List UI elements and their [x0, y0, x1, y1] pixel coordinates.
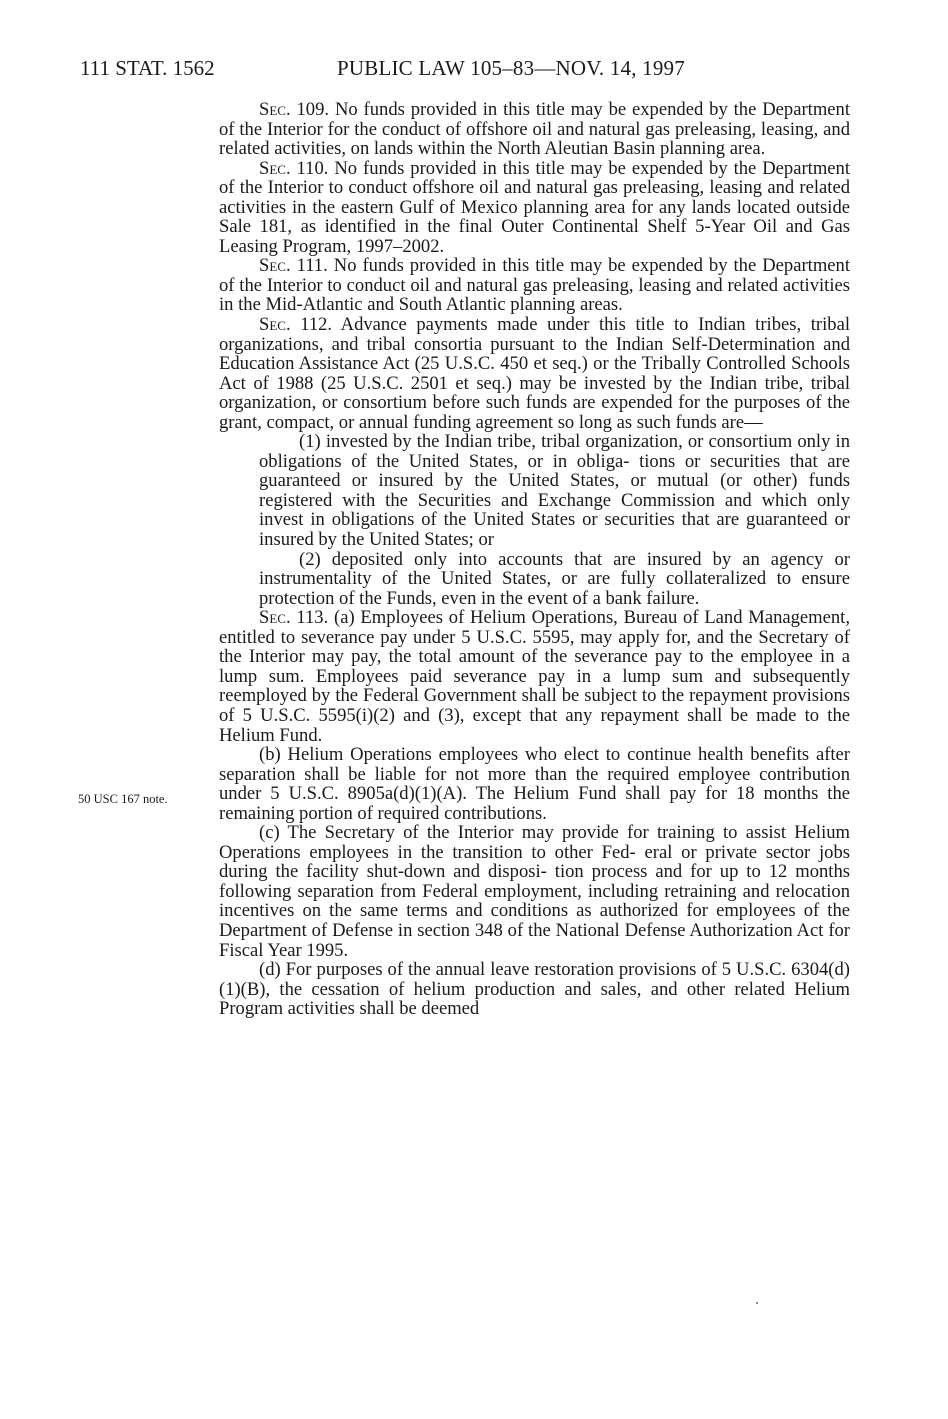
section-text: (a) Employees of Helium Operations, Bureau of Land Management, entitled to severance pay under 5 U.S.C. 5595, may apply for, and the Secretary of the Interior may pay, the total amount of the severance pay to the employee in a lump sum. Employees paid severance pay in a lump sum and subsequently reemployed by the Federal Government shall be subject to the repayment provisions of 5 U.S.C. 5595(i)(2) and (3), except that any repayment shall be made to the Helium Fund.: [219, 607, 850, 746]
section-113-subsection-d: (d) For purposes of the annual leave restoration provisions of 5 U.S.C. 6304(d)(1)(B), the cessation of helium production and sales, and other related Helium Program activities shall be deemed: [219, 959, 850, 1020]
statute-page-reference: 111 STAT. 1562: [80, 56, 215, 80]
section-111: [219, 256, 850, 315]
section-number: Sec. 110.: [259, 157, 329, 179]
public-law-title: PUBLIC LAW 105–83—NOV. 14, 1997: [337, 56, 685, 80]
section-113: [219, 608, 850, 745]
section-112-item-1: (1) invested by the Indian tribe, tribal organization, or consortium only in obligations of the United States, or in obliga- tions or securities that are guaranteed or insured by the United States, or mutual (or other) funds registered with the Securities and Exchange Commission and which only invest in obligations of the United States or securities that are guaranteed or insured by the United States; or: [259, 431, 850, 551]
margin-note: 50 USC 167 note.: [78, 792, 168, 806]
section-113-subsection-c: (c) The Secretary of the Interior may provide for training to assist Helium Operations employees in the transition to other Fed- eral or private sector jobs during the facility shut-down and disposi- tion process and for up to 12 months following separation from Federal employment, including retraining and relocation incentives on the same terms and conditions as authorized for employees of the Department of Defense in section 348 of the National Defense Authorization Act for Fiscal Year 1995.: [219, 822, 850, 961]
section-110: [219, 159, 850, 257]
section-number: Sec. 112.: [259, 314, 333, 336]
section-number: Sec. 111.: [259, 255, 328, 277]
section-text: Advance payments made under this title to Indian tribes, tribal organizations, and tribal consortia pursuant to the Indian Self-Determination and Education Assistance Act (25 U.S.C. 450 et seq.) or the Tribally Controlled Schools Act of 1988 (25 U.S.C. 2501 et seq.) may be invested by the Indian tribe, tribal organization, or consortium before such funds are expended for the purposes of the grant, compact, or annual funding agreement so long as such funds are—: [219, 314, 850, 433]
scan-speck: [756, 1302, 758, 1304]
section-113-subsection-b: (b) Helium Operations employees who elect to continue health benefits after separation shall be liable for not more than the required employee contribution under 5 U.S.C. 8905a(d)(1)(A). The Helium Fund shall pay for 18 months the remaining portion of required contributions.: [219, 744, 850, 824]
section-text: No funds provided in this title may be expended by the Department of the Interior to conduct offshore oil and natural gas preleasing, leasing and related activities in the eastern Gulf of Mexico planning area for any lands located outside Sale 181, as identified in the final Outer Continental Shelf 5-Year Oil and Gas Leasing Program, 1997–2002.: [219, 157, 850, 257]
section-109: [219, 100, 850, 159]
section-text: No funds provided in this title may be expended by the Department of the Interior for the conduct of offshore oil and natural gas preleasing, leasing, and related activities, on lands within the North Aleutian Basin planning area.: [219, 99, 851, 160]
section-112-item-2: (2) deposited only into accounts that are insured by an agency or instrumentality of the United States, or are fully collateralized to ensure protection of the Funds, even in the event of a bank failure.: [259, 548, 850, 609]
section-number: Sec. 113.: [259, 607, 329, 629]
section-112: [219, 315, 850, 432]
law-text-body: [219, 100, 850, 1019]
section-text: No funds provided in this title may be expended by the Department of the Interior to conduct oil and natural gas preleasing, leasing and related activities in the Mid-Atlantic and South Atlantic planning areas.: [219, 255, 850, 316]
section-number: Sec. 109.: [259, 99, 330, 120]
